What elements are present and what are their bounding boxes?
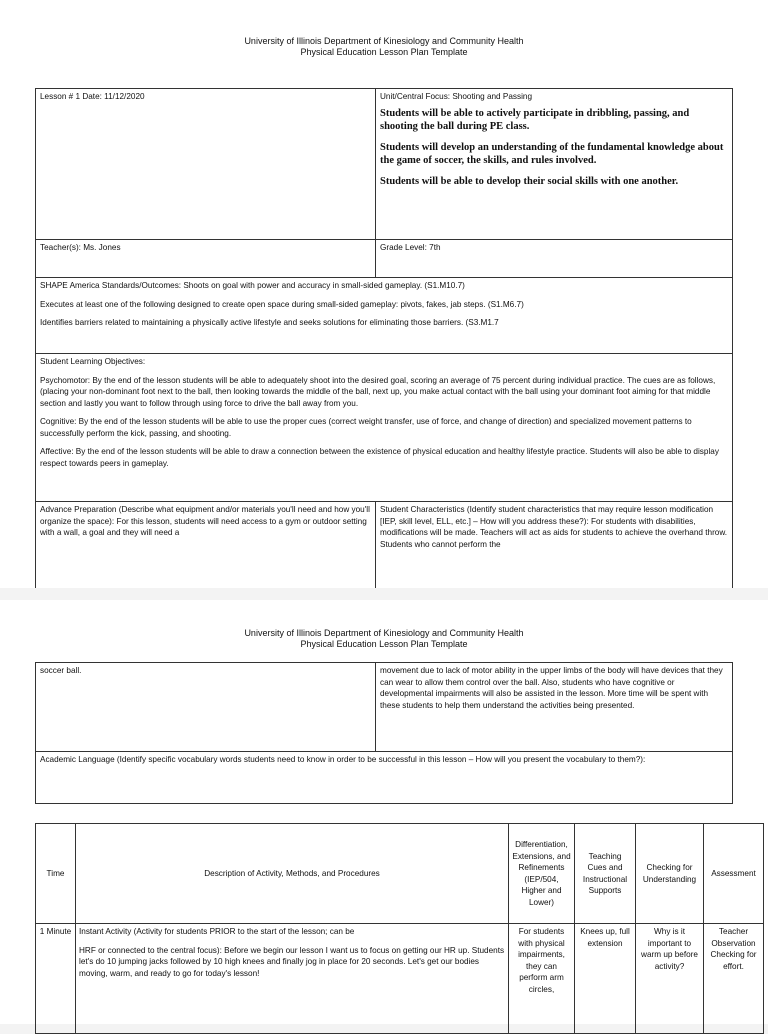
advance-prep-cont-cell — [35, 662, 376, 752]
standards-cell — [35, 277, 733, 354]
unit-focus-cell — [375, 88, 733, 240]
header-description: Description of Activity, Methods, and Procedures — [76, 824, 509, 924]
template-title: Physical Education Lesson Plan Template — [300, 639, 468, 649]
objective-affective: Affective: By the end of the lesson students will be able to draw a connection between the existence of physical education and healthy lifestyle practice. Students will also be able to display respect towards peers in gameplay. — [40, 447, 719, 468]
lesson-date: Lesson # 1 Date: 11/12/2020 — [40, 92, 145, 101]
student-chars-cont-cell — [375, 662, 733, 752]
row-teaching-cues: Knees up, full extension — [575, 924, 636, 1034]
teacher-cell — [35, 239, 376, 278]
header-teaching-cues: Teaching Cues and Instructional Supports — [575, 824, 636, 924]
advance-prep-continued: soccer ball. — [40, 666, 82, 675]
standard-3: Identifies barriers related to maintaining a physically active lifestyle and seeks solutions for eliminating those barriers. (S3.M1.7 — [40, 318, 499, 327]
row-checking: Why is it important to warm up before activity? — [636, 924, 704, 1034]
page-header — [0, 628, 768, 650]
activity-table — [35, 823, 764, 1034]
row-description-line2: HRF or connected to the central focus): Before we begin our lesson I want us to focus on getting our HR up. Students let's do 10 jumping jacks followed by 10 high knees and finally jog in place for 20 seconds. Let's get our bodies moving, warm, and ready to go for today's lesson! — [79, 945, 505, 978]
student-characteristics-continued: movement due to lack of motor ability in the upper limbs of the body will have devices that they can wear to allow them control over the ball. Also, students who have cognitive or developmental impairments will also be assisted in the lesson. More time will be spent with these students to help them understand the activities being presented. — [380, 666, 723, 710]
standard-2: Executes at least one of the following designed to create open space during small-sided gameplay: pivots, fakes, jab steps. (S1.M6.7) — [40, 299, 524, 309]
unit-focus: Unit/Central Focus: Shooting and Passing — [380, 92, 533, 101]
student-characteristics: Student Characteristics (Identify student characteristics that may require lesson modification [IEP, skill level, ELL, etc.] – How will you address these?): For students with disabilities, modifications will be made. Teachers will act as aids for students to achieve the overhand throw. Students who cannot perform the — [380, 505, 728, 549]
grade-level: Grade Level: 7th — [380, 243, 441, 252]
academic-language-cell — [35, 751, 733, 804]
objectives-title: Student Learning Objectives: — [40, 357, 146, 366]
goal-3: Students will be able to develop their social skills with one another. — [380, 175, 679, 187]
institution-title: University of Illinois Department of Kinesiology and Community Health — [244, 628, 524, 638]
lesson-date-cell — [35, 88, 376, 240]
row-time: 1 Minute — [36, 924, 76, 1034]
advance-prep-cell — [35, 501, 376, 588]
institution-title: University of Illinois Department of Kinesiology and Community Health — [244, 36, 524, 46]
standard-1: SHAPE America Standards/Outcomes: Shoots on goal with power and accuracy in small-sided gameplay. (S1.M10.7) — [40, 281, 465, 290]
advance-prep: Advance Preparation (Describe what equipment and/or materials you'll need and how you'll organize the space): For this lesson, students will need access to a gym or outdoor setting with a wall, a goal and they will need a — [40, 505, 370, 537]
objective-cognitive: Cognitive: By the end of the lesson students will be able to use the proper cues (correct weight transfer, use of force, and change of direction) and specialized movement patterns to successfully perform the kick, passing, and shooting. — [40, 417, 692, 438]
row-description — [76, 924, 509, 1034]
table-row — [36, 924, 764, 1034]
header-differentiation: Differentiation, Extensions, and Refinements (IEP/504, Higher and Lower) — [509, 824, 575, 924]
academic-language: Academic Language (Identify specific vocabulary words students need to know in order to be successful in this lesson – How will you present the vocabulary to them?): — [40, 755, 646, 764]
objectives-cell — [35, 353, 733, 502]
header-time: Time — [36, 824, 76, 924]
header-assessment: Assessment — [704, 824, 764, 924]
row-assessment: Teacher Observation Checking for effort. — [704, 924, 764, 1034]
row-description-line1: Instant Activity (Activity for students PRIOR to the start of the lesson; can be — [79, 927, 355, 936]
teacher: Teacher(s): Ms. Jones — [40, 243, 121, 252]
grade-cell — [375, 239, 733, 278]
objective-psychomotor: Psychomotor: By the end of the lesson students will be able to adequately shoot into the desired goal, scoring an average of 75 percent during individual practice. The cues are as follows, (placing your non-dominant foot next to the ball, then looking towards the middle of the ball, next up, you make actual contact with the ball using your dominant foot aiming for that middle section and lastly you want to follow through using force to drive the ball away from you. — [40, 375, 716, 408]
row-differentiation: For students with physical impairments, they can perform arm circles, — [509, 924, 575, 1034]
goal-1: Students will be able to actively participate in dribbling, passing, and shooting the ball during PE class. — [380, 107, 690, 132]
page-header — [0, 36, 768, 58]
student-chars-cell — [375, 501, 733, 588]
goal-2: Students will develop an understanding of the fundamental knowledge about the game of soccer, the skills, and rules involved. — [380, 141, 724, 166]
table-header-row — [36, 824, 764, 924]
template-title: Physical Education Lesson Plan Template — [300, 47, 468, 57]
header-checking: Checking for Understanding — [636, 824, 704, 924]
